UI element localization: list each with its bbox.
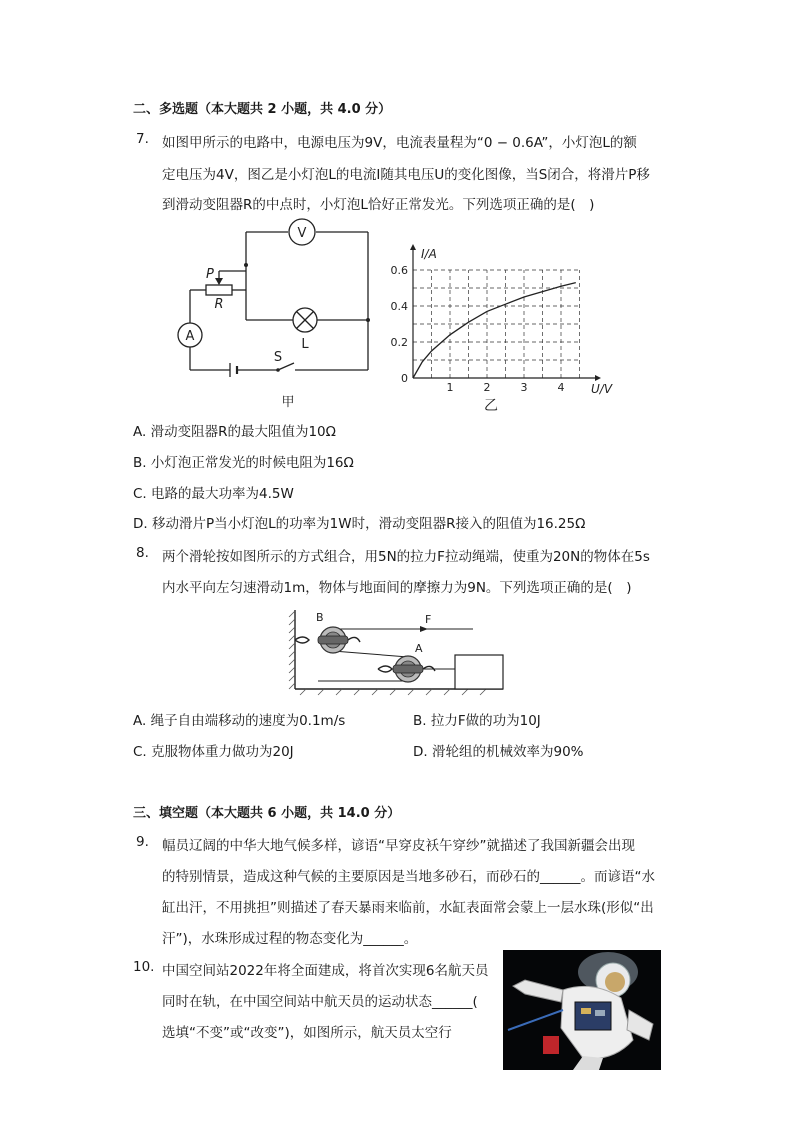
section-title-fill-in: 三、填空题（本大题共 6 小题，共 14.0 分） — [133, 806, 401, 821]
rheostat-symbol — [206, 285, 232, 295]
y-tick-label: 0.6 — [390, 264, 408, 277]
x-tick-label: 1 — [446, 381, 454, 394]
origin-label: 0 — [401, 372, 408, 385]
ammeter-label: A — [185, 329, 195, 344]
rope-middle — [333, 651, 408, 657]
circuit-diagram — [170, 215, 385, 415]
question-7-line-3: 到滑动变阻器R的中点时，小灯泡L恰好正常发光。下列选项正确的是( ) — [162, 197, 595, 213]
q7-option-d: D. 移动滑片P当小灯泡L的功率为1W时，滑动变阻器R接入的阻值为16.25Ω — [133, 516, 586, 532]
q7-option-a: A. 滑动变阻器R的最大阻值为10Ω — [133, 424, 336, 440]
x-tick-label: 3 — [520, 381, 528, 394]
iu-curve — [413, 283, 576, 378]
pulley-figure — [288, 605, 508, 695]
circuit-caption: 甲 — [281, 395, 295, 410]
q8-option-a: A. 绳子自由端移动的速度为0.1m/s — [133, 713, 346, 729]
q7-option-c: C. 电路的最大功率为4.5W — [133, 486, 294, 502]
x-tick-label: 2 — [483, 381, 491, 394]
q7-option-b: B. 小灯泡正常发光的时候电阻为16Ω — [133, 455, 354, 471]
section-title-multiple-choice: 二、多选题（本大题共 2 小题，共 4.0 分） — [133, 102, 392, 117]
y-tick-label: 0.2 — [390, 336, 408, 349]
switch-label: S — [273, 350, 283, 365]
force-arrow — [420, 626, 428, 632]
question-10-number: 10. — [133, 959, 155, 975]
q8-option-b: B. 拉力F做的功为10J — [413, 713, 541, 729]
question-8-line-2: 内水平向左匀速滑动1m，物体与地面间的摩擦力为9N。下列选项正确的是( ) — [162, 580, 632, 596]
question-9-line-2: 的特别情景，造成这种气候的主要原因是当地多砂石，而砂石的______。而谚语“水 — [162, 869, 655, 885]
q8-option-d: D. 滑轮组的机械效率为90% — [413, 744, 584, 760]
question-10-line-3: 选填“不变”或“改变”)，如图所示，航天员太空行 — [162, 1025, 452, 1041]
y-tick-label: 0.4 — [390, 300, 408, 313]
hook-b — [295, 637, 309, 643]
question-7-number: 7. — [136, 131, 149, 147]
hook-a — [378, 666, 392, 672]
question-9-line-4: 汗”)，水珠形成过程的物态变化为______。 — [162, 931, 418, 947]
question-7-line-2: 定电压为4V，图乙是小灯泡L的电流I随其电压U的变化图像，当S闭合，将滑片P移 — [162, 167, 650, 183]
force-label: F — [425, 613, 432, 626]
graph-caption: 乙 — [484, 398, 498, 414]
question-9-line-3: 缸出汗，不用挑担”则描述了春天暴雨来临前，水缸表面常会蒙上一层水珠(形似“出 — [162, 900, 654, 916]
iu-graph — [390, 238, 625, 416]
slider-arrow — [215, 278, 223, 285]
resistor-label: R — [214, 297, 224, 312]
x-axis-label: U/V — [591, 382, 613, 396]
question-8-line-1: 两个滑轮按如图所示的方式组合，用5N的拉力F拉动绳端，使重为20N的物体在5s — [162, 549, 650, 565]
q8-option-c: C. 克服物体重力做功为20J — [133, 744, 294, 760]
astronaut-photo — [503, 950, 661, 1070]
lamp-label: L — [301, 337, 309, 352]
question-8-number: 8. — [136, 545, 149, 561]
x-tick-label: 4 — [557, 381, 565, 394]
question-10-line-1: 中国空间站2022年将全面建成，将首次实现6名航天员 — [162, 963, 489, 979]
pulley-a-label: A — [415, 642, 423, 655]
block — [455, 655, 503, 689]
voltmeter-label: V — [297, 226, 307, 241]
slider-label: P — [206, 267, 214, 282]
y-axis-label: I/A — [421, 247, 437, 261]
question-7-line-1: 如图甲所示的电路中，电源电压为9V，电流表量程为“0 − 0.6A”，小灯泡L的额 — [162, 135, 637, 151]
question-9-number: 9. — [136, 834, 149, 850]
pulley-b-label: B — [316, 611, 324, 624]
question-9-line-1: 幅员辽阔的中华大地气候多样，谚语“早穿皮袄午穿纱”就描述了我国新疆会出现 — [162, 838, 635, 854]
question-10-line-2: 同时在轨，在中国空间站中航天员的运动状态______( — [162, 994, 478, 1010]
